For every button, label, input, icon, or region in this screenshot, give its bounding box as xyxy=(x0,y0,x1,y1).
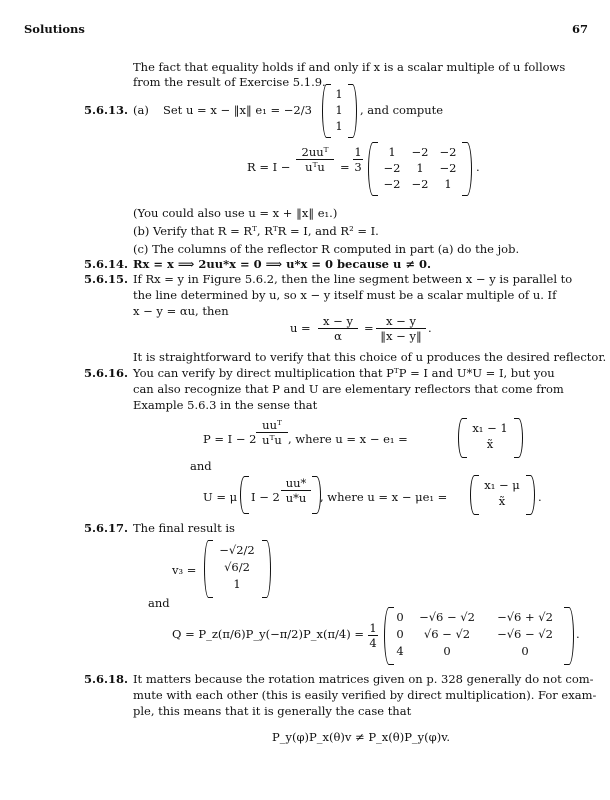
vector-u-entry: 1 xyxy=(335,119,343,133)
exercise-number-5-6-18: 5.6.18. xyxy=(84,672,129,686)
exercise-5-6-18-line-2: mute with each other (this is easily verified by direct multiplication). For exam- xyxy=(133,688,597,702)
v3-vector xyxy=(212,542,262,593)
fraction-numerator: x − y xyxy=(323,314,353,328)
exercise-number-5-6-16: 5.6.16. xyxy=(84,366,129,380)
Q-matrix-right-paren xyxy=(564,607,574,665)
P-fraction-numerator: uuᵀ xyxy=(262,418,282,432)
v3-entry: −√2/2 xyxy=(219,543,255,557)
exercise-5-6-14-text: Rx = x ⟹ 2uu*x = 0 ⟹ u*x = 0 because u ≠ 0. xyxy=(133,257,431,271)
u-period: . xyxy=(428,321,432,335)
intro-line-2: from the result of Exercise 5.1.9. xyxy=(133,75,326,89)
one-third-denominator: 3 xyxy=(354,160,362,174)
exercise-5-6-15-line-4: It is straightforward to verify that this choice of u produces the desired reflector. xyxy=(133,350,607,364)
part-a-label: (a) xyxy=(133,103,149,117)
exercise-5-6-18-line-3: ple, this means that it is generally the case that xyxy=(133,704,412,718)
U-fraction-denominator: u*u xyxy=(285,491,307,505)
exercise-5-6-16-line-2: can also recognize that P and U are elementary reflectors that come from xyxy=(133,382,564,396)
R-matrix-entry: 1 xyxy=(416,161,424,175)
P-vector-entry: x₁ − 1 xyxy=(472,421,508,435)
R-matrix-right-paren xyxy=(462,142,472,196)
u-equals: = xyxy=(364,321,374,335)
fraction-numerator: x − y xyxy=(386,314,416,328)
vec-u-right-paren xyxy=(348,84,357,138)
R-matrix-entry: 1 xyxy=(388,145,396,159)
P-vector-entry: x̃ xyxy=(486,437,494,451)
fraction-denominator: ‖x − y‖ xyxy=(380,329,422,343)
Q-matrix-entry: 0 xyxy=(396,627,404,641)
R-equals: = xyxy=(340,160,350,174)
U-period: . xyxy=(538,490,542,504)
U-lhs: U = μ xyxy=(203,490,238,504)
page-number: 67 xyxy=(572,22,589,36)
R-matrix-entry: −2 xyxy=(383,161,401,175)
U-where-clause: , where u = x − μe₁ = xyxy=(320,490,448,504)
part-c: (c) The columns of the reflector R computed in part (a) do the job. xyxy=(133,242,520,256)
u-fraction-norm xyxy=(376,314,426,343)
exercise-5-6-16-line-1: You can verify by direct multiplication that PᵀP = I and U*U = I, but you xyxy=(133,366,555,380)
Q-matrix-entry: 0 xyxy=(396,610,404,624)
R-matrix-entry: −2 xyxy=(439,145,457,159)
U-fraction-numerator: uu* xyxy=(285,476,307,490)
and-label-2: and xyxy=(148,596,170,610)
Q-matrix-entry: −√6 − √2 xyxy=(497,627,553,641)
U-vec-right-paren xyxy=(526,475,535,515)
exercise-5-6-16-line-3: Example 5.6.3 in the sense that xyxy=(133,398,318,412)
R-matrix-entry: −2 xyxy=(411,177,429,191)
v3-entry: 1 xyxy=(233,577,241,591)
U-left-paren xyxy=(240,476,249,514)
Q-matrix-entry: 0 xyxy=(443,644,451,658)
exercise-5-6-15-line-2: the line determined by u, so x − y itself must be a scalar multiple of u. If xyxy=(133,288,557,302)
exercise-5-6-18-line-1: It matters because the rotation matrices given on p. 328 generally do not com- xyxy=(133,672,594,686)
vec-u-left-paren xyxy=(322,84,331,138)
u-fraction-alpha xyxy=(318,314,358,343)
part-a-note: (You could also use u = x + ‖x‖ e₁.) xyxy=(133,206,338,220)
R-matrix xyxy=(378,144,462,192)
one-fourth-denominator: 4 xyxy=(369,636,377,650)
U-fraction xyxy=(281,476,311,505)
Q-matrix-entry: 0 xyxy=(521,644,529,658)
vector-u-entry: 1 xyxy=(335,87,343,101)
v3-entry: √6/2 xyxy=(224,560,250,574)
exercise-number-5-6-17: 5.6.17. xyxy=(84,521,129,535)
R-fraction xyxy=(296,145,334,174)
Q-matrix-entry: −√6 − √2 xyxy=(419,610,475,624)
one-fourth-numerator: 1 xyxy=(369,621,377,635)
exercise-5-6-15-line-1: If Rx = y in Figure 5.6.2, then the line segment between x − y is parallel to xyxy=(133,272,573,286)
R-matrix-left-paren xyxy=(368,142,378,196)
R-fraction-numerator: 2uuᵀ xyxy=(301,145,329,159)
part-a-and-compute: , and compute xyxy=(360,103,444,117)
vector-u xyxy=(332,86,346,134)
exercise-5-6-15-line-3: x − y = αu, then xyxy=(133,304,229,318)
exercise-5-6-17-text: The final result is xyxy=(133,521,235,535)
R-fraction-denominator: uᵀu xyxy=(305,160,325,174)
exercise-number-5-6-13: 5.6.13. xyxy=(84,103,129,117)
v3-lhs: v₃ = xyxy=(172,563,197,577)
R-matrix-entry: −2 xyxy=(411,145,429,159)
R-period: . xyxy=(476,160,480,174)
P-fraction-denominator: uᵀu xyxy=(262,433,282,447)
intro-line-1: The fact that equality holds if and only if x is a scalar multiple of u follows xyxy=(133,60,566,74)
R-matrix-entry: −2 xyxy=(383,177,401,191)
vector-u-entry: 1 xyxy=(335,103,343,117)
P-where-clause: , where u = x − e₁ = xyxy=(288,432,408,446)
part-b: (b) Verify that R = Rᵀ, RᵀR = I, and R² = I. xyxy=(133,224,379,238)
u-lhs: u = xyxy=(290,321,311,335)
Q-matrix-entry: √6 − √2 xyxy=(423,627,471,641)
P-lhs: P = I − 2 xyxy=(203,432,257,446)
fraction-denominator: α xyxy=(334,329,342,343)
and-label-1: and xyxy=(190,459,212,473)
U-vector xyxy=(478,477,526,509)
P-vector xyxy=(466,420,514,452)
R-one-third xyxy=(353,145,363,174)
R-matrix-entry: −2 xyxy=(439,161,457,175)
R-matrix-entry: 1 xyxy=(444,177,452,191)
U-vector-entry: x₁ − μ xyxy=(484,478,520,492)
U-inner: I − 2 xyxy=(251,490,280,504)
Q-period: . xyxy=(576,627,580,641)
exercise-number-5-6-15: 5.6.15. xyxy=(84,272,129,286)
U-vector-entry: x̃ xyxy=(498,494,506,508)
v3-right-paren xyxy=(262,540,271,598)
Q-matrix-entry: 4 xyxy=(396,644,404,658)
Q-one-fourth xyxy=(368,621,378,650)
one-third-numerator: 1 xyxy=(354,145,362,159)
part-a-set-u: Set u = x − ‖x‖ e₁ = −2/3 xyxy=(163,103,312,117)
exercise-5-6-18-equation: P_y(φ)P_x(θ)v ≠ P_x(θ)P_y(φ)v. xyxy=(272,730,450,744)
P-vec-right-paren xyxy=(514,418,523,458)
exercise-number-5-6-14: 5.6.14. xyxy=(84,257,129,271)
Q-lhs: Q = P_z(π/6)P_y(−π/2)P_x(π/4) = xyxy=(172,627,364,641)
running-head-title: Solutions xyxy=(24,22,85,36)
R-lhs: R = I − xyxy=(247,160,291,174)
Q-matrix xyxy=(392,609,564,660)
Q-matrix-entry: −√6 + √2 xyxy=(497,610,553,624)
P-fraction xyxy=(256,418,288,447)
